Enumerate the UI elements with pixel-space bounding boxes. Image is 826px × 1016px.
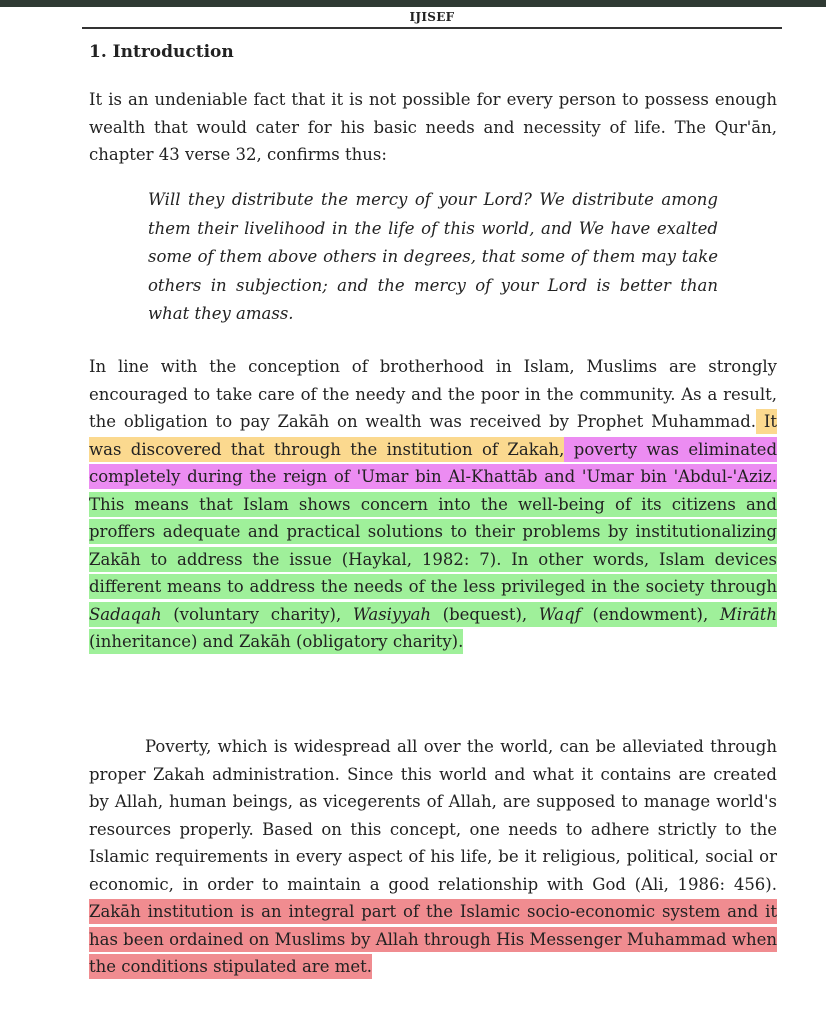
journal-header: IJISEF [82,10,782,29]
green-text-1: This means that Islam shows concern into the well-being of its citizens and proffers adequate and practical solutions to their problems by institutionalizing Zakāh to address the issue (Haykal, 1982: 7). In other words, Islam devices different means to address the needs of the less privileged in the society through [89,494,777,596]
section-title: 1. Introduction [89,42,234,62]
paragraph-3-plain: Poverty, which is widespread all over the world, can be alleviated through proper Zakah administration. Since this world and what it contains are created by Allah, human beings, as vicegerents of Allah, are supposed to manage world's resources properly. Based on this concept, one needs to adhere strictly to the Islamic requirements in every aspect of his life, be it religious, political, social or economic, in order to maintain a good relationship with God (Ali, 1986: 456). [89,737,777,894]
green-text-5: (inheritance) and Zakāh (obligatory charity). [89,632,464,651]
green-text-4: (endowment), [580,604,720,624]
quran-quote: Will they distribute the mercy of your Lord? We distribute among them their livelihood in the life of this world, and We have exalted some of them above others in degrees, that some of them may take others in subjection; and the mercy of your Lord is better than what they amass. [148,190,718,323]
term-sadaqah: Sadaqah [89,604,162,624]
term-wasiyyah: Wasiyyah [352,604,432,624]
top-border [0,0,826,7]
paragraph-3 [89,733,777,981]
green-text-2: (voluntary charity), [161,604,353,624]
highlight-red: Zakāh institution is an integral part of the Islamic socio-economic system and it has been ordained on Muslims by Allah through His Messenger Muhammad when the conditions stipulated are met. [89,899,777,979]
paragraph-1: It is an undeniable fact that it is not possible for every person to possess enough wealth that would cater for his basic needs and necessity of life. The Qur'ān, chapter 43 verse 32, confirms thus: [89,90,777,164]
highlight-pink: poverty was eliminated completely during the reign of 'Umar bin Al-Khattāb and 'Umar bin 'Abdul-'Aziz. [89,437,777,490]
term-mirath: Mirāth [719,604,778,624]
green-text-3: (bequest), [431,604,539,624]
highlight-green [89,492,777,655]
highlight-yellow: It was discovered that through the institution of Zakah, [89,409,777,462]
paragraph-2-plain: In line with the conception of brotherhood in Islam, Muslims are strongly encouraged to take care of the needy and the poor in the community. As a result, the obligation to pay Zakāh on wealth was received by Prophet Muhammad. [89,357,777,431]
paragraph-2 [89,353,777,656]
term-waqf: Waqf [538,604,581,624]
